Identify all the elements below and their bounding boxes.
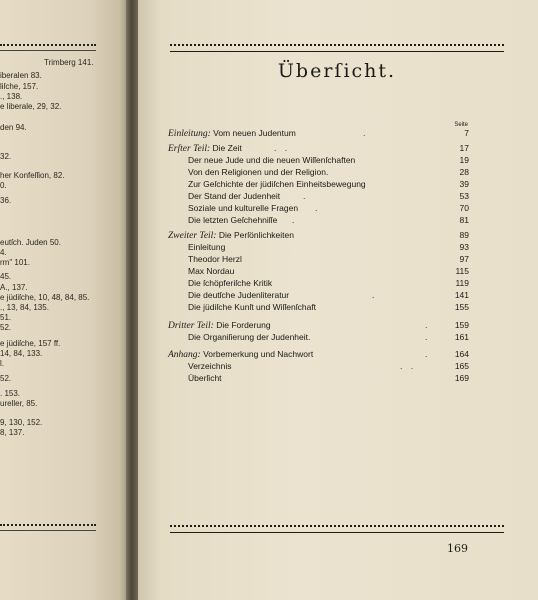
index-line: A., 137. [0,283,28,292]
ornament-rule-top [170,44,504,52]
toc-entry [138,372,538,384]
toc-title: Theodor Herzl [188,254,242,264]
toc-entry [138,142,538,154]
toc-entry-label [188,202,298,214]
toc-page-number: 161 [454,332,469,342]
index-line: 52. [0,374,12,383]
page-number: 169 [447,542,468,555]
left-ornament-top [0,44,96,51]
toc-title: Die deutſche Judenliteratur [188,290,290,300]
toc-page-number: 169 [454,373,469,383]
toc-entry [138,241,538,253]
index-line: 45. [0,272,12,281]
toc-entry-label [188,214,277,226]
toc-entry [138,277,538,289]
toc-entry-label [188,360,231,372]
left-page [0,0,126,600]
toc-leader-dots: . [303,191,309,201]
index-line: den 94. [0,123,27,132]
toc-page-number: 119 [455,278,469,288]
index-line: 8, 137. [0,428,25,437]
toc-leader-dots: . [292,215,298,225]
toc-entry [138,253,538,265]
toc-leader-dots: . [425,332,431,342]
toc-leader-dots: . [315,203,321,213]
index-line: 51. [0,313,12,322]
index-line: her Konfeſſion, 82. [0,171,65,180]
index-line: 36. [0,196,12,205]
toc-leader-dots: . [372,290,378,300]
toc-page-number: 164 [454,349,469,359]
toc-part-label: Dritter Teil: [168,321,217,331]
index-line: rm" 101. [0,258,30,267]
toc-title: Zur Geſchichte der jüdiſchen Einheitsbewegung [188,179,366,189]
toc-page-number: 17 [459,143,469,153]
toc-part-label: Einleitung: [168,129,214,139]
toc-entry-label [188,301,316,313]
book-gutter [126,0,138,600]
index-line: e jüdiſche, 157 ff. [0,339,61,348]
index-line: 0. [0,181,7,190]
toc-entry-label [168,127,296,140]
index-line: Trimberg 141. [44,58,94,67]
toc-leader-dots: . . [400,361,417,371]
toc-entry-label [188,241,225,253]
toc-part-label: Anhang: [168,350,204,360]
toc-entry-label [188,277,272,289]
toc-leader-dots: . . [274,143,291,153]
toc-entry [138,348,538,360]
toc-entry-label [188,265,234,277]
toc-entry-label [188,190,280,202]
toc-entry [138,166,538,178]
toc-title: Verzeichnis [188,361,232,371]
index-line: e jüdiſche, 10, 48, 84, 85. [0,293,90,302]
toc-page-number: 19 [459,155,469,165]
toc-title: Die ſchöpferiſche Kritik [188,278,273,288]
toc-entry [138,301,538,313]
toc-page-number: 115 [455,266,469,276]
toc-entry [138,289,538,301]
toc-part-label: Erſter Teil: [168,144,213,154]
seite-label: Seite [454,122,468,128]
toc-entry [138,127,538,139]
index-line: ureller, 85. [0,399,38,408]
toc-title: Von den Religionen und der Religion. [188,167,329,177]
index-line: 9, 130, 152. [0,418,43,427]
index-line: 14, 84, 133. [0,349,43,358]
toc-page-number: 39 [459,179,469,189]
index-line: 52. [0,323,12,332]
toc-entry-label [188,331,310,343]
toc-entry [138,214,538,226]
toc-page-number: 155 [454,302,469,312]
toc-part-label: Zweiter Teil: [168,231,219,241]
toc-title: Die Perſönlichkeiten [218,230,294,240]
toc-title: Die jüdiſche Kunſt und Wiſſenſchaft [188,302,317,312]
index-line: iberalen 83. [0,71,42,80]
toc-page-number: 159 [454,320,469,330]
toc-title: Soziale und kulturelle Fragen [188,203,299,213]
toc-title: Der Stand der Judenheit [188,191,281,201]
toc-entry-label [188,289,289,301]
toc-page-number: 97 [459,254,469,264]
toc-entry-label [188,154,355,166]
toc-leader-dots: . [363,128,369,138]
index-line: . 153. [0,389,21,398]
toc-entry [138,229,538,241]
toc-entry [138,331,538,343]
right-page [138,0,538,600]
index-line: l. [0,359,4,368]
toc-title: Max Nordau [188,266,235,276]
toc-page-number: 93 [459,242,469,252]
toc-title: Die Organiſierung der Judenheit. [188,332,311,342]
toc-title: Die Forderung [216,320,271,330]
toc-entry-label [188,166,328,178]
toc-title: Vom neuen Judentum [213,128,296,138]
index-line: ., 13, 84, 135. [0,303,49,312]
toc-title: Vorbemerkung und Nachwort [203,349,314,359]
toc-entry [138,202,538,214]
toc-title: Überſicht [188,373,222,383]
toc-entry [138,154,538,166]
toc-title: Der neue Jude und die neuen Wiſſenſchaften [188,155,356,165]
toc-page-number: 28 [459,167,469,177]
index-line: ., 138. [0,92,23,101]
toc-title: Einleitung [188,242,226,252]
toc-entry-label [188,253,242,265]
toc-title: Die Zeit [212,143,242,153]
index-line: liſche, 157. [0,82,39,91]
toc-page-number: 165 [454,361,469,371]
toc-leader-dots: . [425,349,431,359]
toc-entry-label [188,372,222,384]
left-ornament-bottom [0,524,96,531]
toc-entry [138,265,538,277]
toc-entry [138,319,538,331]
index-line: 4. [0,248,7,257]
index-line: e liberale, 29, 32. [0,102,62,111]
toc-page-number: 89 [459,230,469,240]
toc-leader-dots: . [425,320,431,330]
toc-page-number: 70 [459,203,469,213]
toc-title: Die letzten Geſchehniſſe [188,215,278,225]
toc-entry [138,178,538,190]
toc-page-number: 7 [464,128,469,138]
toc-page-number: 53 [459,191,469,201]
ornament-rule-bottom [170,525,504,533]
toc-page-number: 81 [459,215,469,225]
toc-page-number: 141 [454,290,469,300]
toc-entry [138,360,538,372]
index-line: 32. [0,152,12,161]
index-line: eutſch. Juden 50. [0,238,61,247]
toc-entry-label [188,178,366,190]
toc-entry [138,190,538,202]
page-title: Überſicht. [277,60,397,82]
